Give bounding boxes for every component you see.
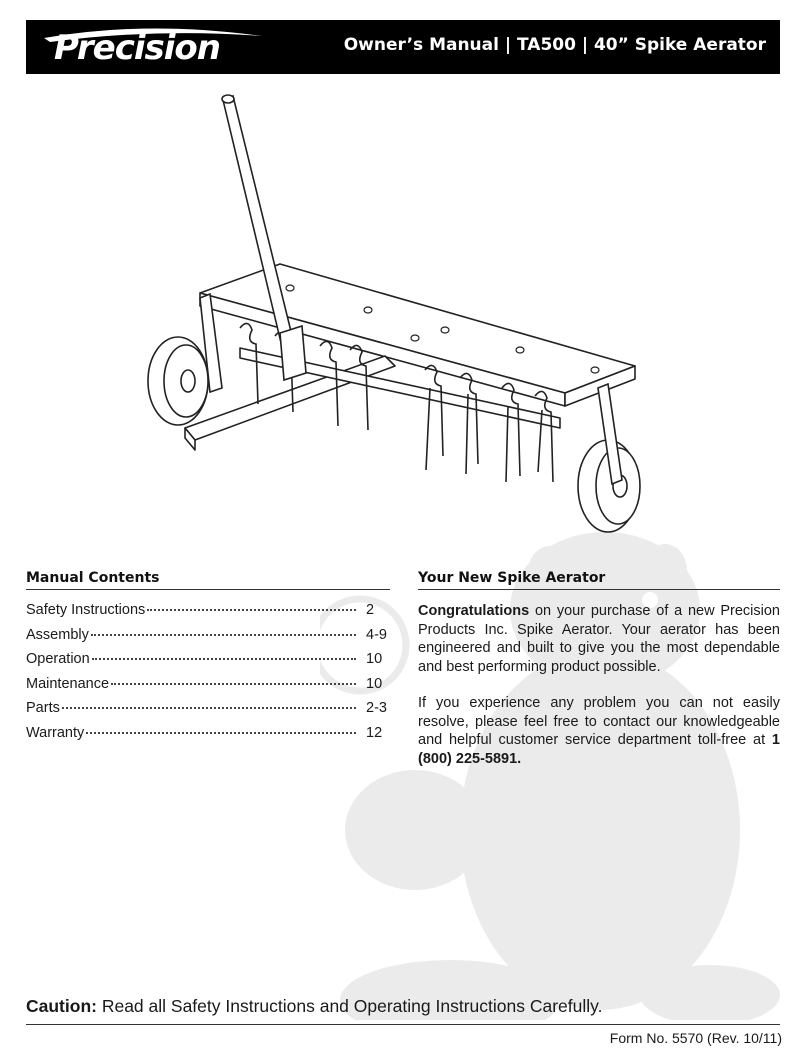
toc-label: Maintenance <box>26 675 110 692</box>
toc-entry[interactable] <box>26 700 390 725</box>
toc-page: 4-9 <box>366 626 387 643</box>
intro-section <box>418 570 780 786</box>
toc-entry[interactable] <box>26 651 390 676</box>
toc-leader <box>91 634 356 636</box>
toc-label: Operation <box>26 651 90 667</box>
toc-leader <box>92 658 356 660</box>
toc-entry[interactable] <box>26 627 390 652</box>
manual-title: Owner’s Manual | TA500 | 40” Spike Aerator <box>343 35 766 55</box>
toc-label: Parts <box>26 700 60 716</box>
intro-paragraph <box>418 602 780 676</box>
caution-notice <box>26 996 602 1017</box>
support-text: If you experience any problem you can not easily resolve, please feel free to contact our knowledgeable and helpful customer service department toll-free at <box>418 695 780 748</box>
congratulations-text: Congratulations <box>418 603 530 619</box>
toc-entry[interactable] <box>26 725 390 750</box>
toc-page: 2 <box>366 602 375 618</box>
brand-name: Precision <box>54 28 220 68</box>
footer-divider <box>26 1024 780 1025</box>
caution-text: Read all Safety Instructions and Operating Instructions Carefully. <box>96 996 603 1016</box>
toc-label: Safety Instructions <box>26 602 146 618</box>
spike-aerator-illustration <box>130 88 670 538</box>
toc-page: 10 <box>366 651 383 667</box>
toc-entry[interactable] <box>26 676 390 701</box>
support-paragraph <box>418 694 780 768</box>
toc-leader <box>147 609 356 611</box>
precision-logo <box>36 26 266 70</box>
caution-label: Caution: <box>26 996 97 1016</box>
toc-page: 2-3 <box>366 700 387 716</box>
intro-text: on your purchase of a new Precision Products Inc. Spike Aerator. Your aerator has been engineered and built to give you the most dependable and best performing product possible. <box>418 603 780 675</box>
toc-entry[interactable] <box>26 602 390 627</box>
toc-page: 10 <box>366 675 383 692</box>
phone-number: 1 (800) 225-5891. <box>418 732 780 767</box>
toc-leader <box>62 707 356 709</box>
toc-label: Warranty <box>26 724 85 741</box>
contents-heading: Manual Contents <box>26 570 390 590</box>
header-bar <box>26 20 780 74</box>
toc-label: Assembly <box>26 626 89 643</box>
toc-leader <box>86 732 356 734</box>
form-number: Form No. 5570 (Rev. 10/11) <box>609 1030 782 1046</box>
toc-page: 12 <box>366 724 383 741</box>
intro-heading: Your New Spike Aerator <box>418 570 780 590</box>
toc-leader <box>111 683 356 685</box>
manual-contents <box>26 570 390 749</box>
